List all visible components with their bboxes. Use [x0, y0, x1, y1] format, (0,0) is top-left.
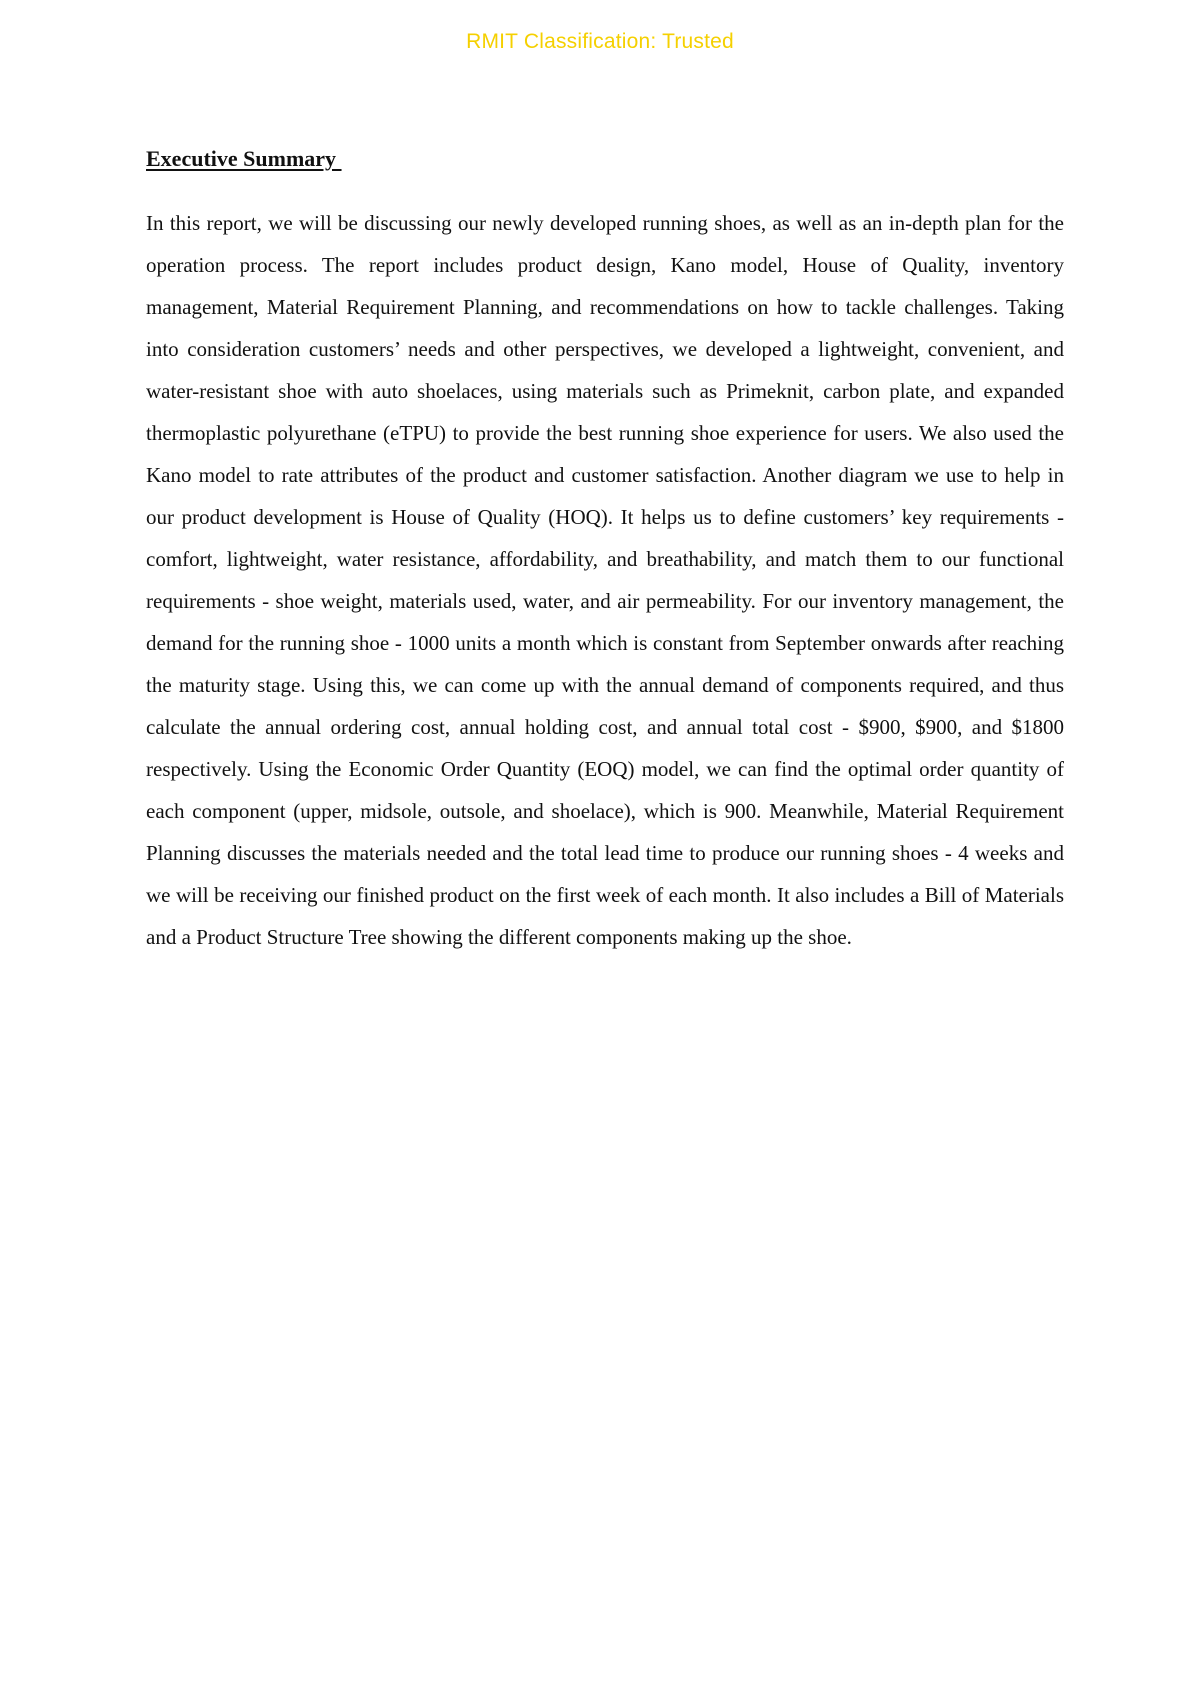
section-heading: Executive Summary [146, 146, 342, 171]
summary-paragraph: In this report, we will be discussing our newly developed running shoes, as well as an in-depth plan for the operation process. The report includes product design, Kano model, House of Quality, inventory management, Material Requirement Planning, and recommendations on how to tackle challenges. Taking into consideration customers’ needs and other perspectives, we developed a lightweight, convenient, and water-resistant shoe with auto shoelaces, using materials such as Primeknit, carbon plate, and expanded thermoplastic polyurethane (eTPU) to provide the best running shoe experience for users. We also used the Kano model to rate attributes of the product and customer satisfaction. Another diagram we use to help in our product development is House of Quality (HOQ). It helps us to define customers’ key requirements - comfort, lightweight, water resistance, affordability, and breathability, and match them to our functional requirements - shoe weight, materials used, water, and air permeability. For our inventory management, the demand for the running shoe - 1000 units a month which is constant from September onwards after reaching the maturity stage. Using this, we can come up with the annual demand of components required, and thus calculate the annual ordering cost, annual holding cost, and annual total cost - $900, $900, and $1800 respectively. Using the Economic Order Quantity (EOQ) model, we can find the optimal order quantity of each component (upper, midsole, outsole, and shoelace), which is 900. Meanwhile, Material Requirement Planning discusses the materials needed and the total lead time to produce our running shoes - 4 weeks and we will be receiving our finished product on the first week of each month. It also includes a Bill of Materials and a Product Structure Tree showing the different components making up the shoe. [146, 211, 1064, 949]
executive-summary-section [146, 146, 1064, 958]
classification-label: RMIT Classification: Trusted [466, 30, 734, 53]
